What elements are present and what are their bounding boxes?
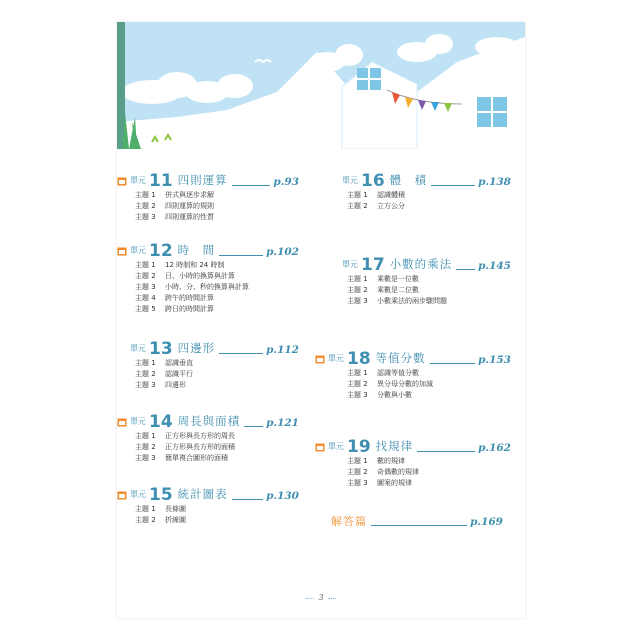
unit-page-ref: p.130: [266, 490, 299, 502]
topic-item: 主題 1 認識等值分數: [347, 369, 419, 377]
unit-18[interactable]: [315, 348, 511, 401]
unit-word: 單元: [130, 176, 146, 185]
unit-page-ref: p.121: [266, 417, 299, 429]
topic-item: 主題 5 跨日的時間計算: [135, 305, 214, 313]
topic-item: 主題 2 奇偶數的規律: [347, 468, 419, 476]
leader-line: [219, 255, 263, 256]
leader-line: [232, 499, 263, 500]
topic-item: 主題 1 正方形與長方形的周長: [135, 432, 235, 440]
calendar-icon: [117, 176, 127, 186]
topic-item: 主題 3 四則運算的性質: [135, 213, 214, 221]
unit-page-ref: p.112: [266, 344, 299, 356]
topic-item: 主題 2 認識平行: [135, 370, 193, 378]
leader-line: [244, 426, 263, 427]
unit-number: 14: [149, 412, 173, 432]
unit-title: 找規律: [375, 439, 414, 453]
unit-word: 單元: [130, 246, 146, 255]
topic-item: 主題 1 長條圖: [135, 505, 186, 513]
topic-item: 主題 2 正方形與長方形的面積: [135, 443, 235, 451]
calendar-icon: [117, 490, 127, 500]
unit-page-ref: p.93: [273, 176, 299, 188]
leader-line: [219, 353, 263, 354]
leader-line: [430, 363, 475, 364]
unit-title: 統計圖表: [177, 487, 228, 501]
topic-item: 主題 2 折線圖: [135, 516, 186, 524]
topic-item: 主題 1 認識體積: [347, 191, 405, 199]
unit-15[interactable]: [117, 484, 299, 526]
leader-line: [371, 525, 467, 526]
answers-section[interactable]: [331, 512, 503, 530]
calendar-icon: [315, 442, 325, 452]
unit-page-ref: p.162: [478, 442, 511, 454]
unit-title: 等值分數: [375, 351, 426, 365]
unit-16[interactable]: [329, 170, 511, 212]
topic-item: 主題 1 乘數是一位數: [347, 275, 419, 283]
unit-number: 17: [361, 255, 385, 275]
topic-item: 主題 3 分數與小數: [347, 391, 412, 399]
unit-14[interactable]: [117, 411, 299, 464]
unit-17[interactable]: [329, 254, 511, 307]
leader-line: [232, 185, 271, 186]
unit-title: 周長與面積: [177, 414, 241, 428]
topic-item: 主題 1 數的規律: [347, 457, 405, 465]
unit-12[interactable]: [117, 240, 299, 315]
topic-item: 主題 3 圖案的規律: [347, 479, 412, 487]
unit-number: 15: [149, 485, 173, 505]
answers-page-ref: p.169: [470, 516, 503, 528]
unit-title: 時 間: [177, 243, 216, 257]
unit-title: 四則運算: [177, 173, 228, 187]
unit-title: 小數的乘法: [389, 257, 453, 271]
unit-word: 單元: [130, 490, 146, 499]
unit-number: 12: [149, 241, 173, 261]
unit-19[interactable]: [315, 436, 511, 489]
topic-item: 主題 3 四邊形: [135, 381, 186, 389]
unit-number: 13: [149, 339, 173, 359]
topic-item: 主題 2 異分母分數的加減: [347, 380, 433, 388]
unit-13[interactable]: [117, 338, 299, 391]
page-number: 3: [304, 591, 338, 605]
unit-page-ref: p.153: [478, 354, 511, 366]
leader-line: [417, 451, 475, 452]
calendar-icon: [117, 246, 127, 256]
topic-item: 主題 1 併式與逐步求解: [135, 191, 214, 199]
topic-item: 主題 2 立方公分: [347, 202, 405, 210]
unit-11[interactable]: [117, 170, 299, 223]
book-page: [117, 22, 525, 618]
topic-item: 主題 2 四則運算的規則: [135, 202, 214, 210]
unit-word: 單元: [130, 344, 146, 353]
unit-word: 單元: [342, 176, 358, 185]
unit-word: 單元: [130, 417, 146, 426]
calendar-icon: [117, 417, 127, 427]
unit-title: 四邊形: [177, 341, 216, 355]
topic-item: 主題 1 認識垂直: [135, 359, 193, 367]
topic-item: 主題 4 跨午的時間計算: [135, 294, 214, 302]
unit-word: 單元: [328, 442, 344, 451]
topic-item: 主題 3 簡單複合圖形的面積: [135, 454, 228, 462]
unit-page-ref: p.102: [266, 246, 299, 258]
topic-item: 主題 3 小時、分、秒的換算與計算: [135, 283, 249, 291]
unit-word: 單元: [328, 354, 344, 363]
leader-line: [456, 269, 475, 270]
topic-item: 主題 2 日、小時的換算與計算: [135, 272, 235, 280]
topic-item: 主題 1 12 時制和 24 時制: [135, 261, 225, 269]
unit-number: 19: [347, 437, 371, 457]
leader-line: [431, 185, 475, 186]
topic-item: 主題 2 乘數是二位數: [347, 286, 419, 294]
unit-word: 單元: [342, 260, 358, 269]
topic-item: 主題 3 小數乘法的兩步驟問題: [347, 297, 447, 305]
unit-title: 體 積: [389, 173, 428, 187]
unit-number: 18: [347, 349, 371, 369]
unit-number: 16: [361, 171, 385, 191]
unit-page-ref: p.138: [478, 176, 511, 188]
calendar-icon: [315, 354, 325, 364]
unit-number: 11: [149, 171, 173, 191]
unit-page-ref: p.145: [478, 260, 511, 272]
answers-label: 解答篇: [331, 515, 367, 528]
sky-house-illustration: [117, 22, 525, 149]
